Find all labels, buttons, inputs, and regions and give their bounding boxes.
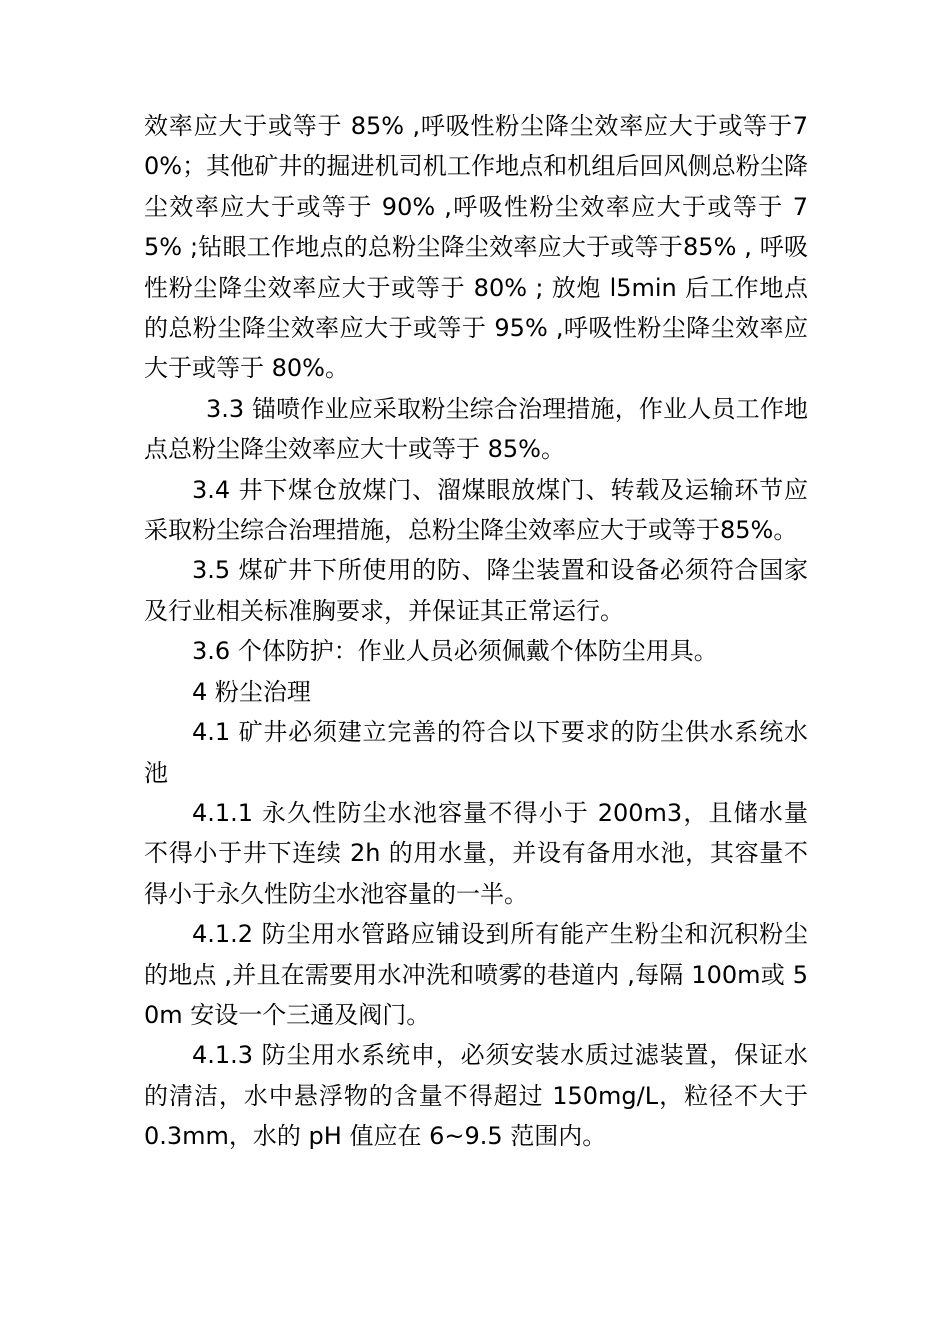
paragraph-4-1-2: 4.1.2 防尘用水管路应铺设到所有能产生粉尘和沉积粉尘的地点 ,并且在需要用水冲洗和喷雾的巷道内 ,每隔 100m或 50m 安设一个三通及阀门。 [144, 920, 808, 1029]
paragraph-3-4: 3.4 井下煤仓放煤门、溜煤眼放煤门、转载及运输环节应采取粉尘综合治理措施，总粉尘降尘效率应大于或等于85%。 [144, 475, 808, 545]
paragraph-4-1-3: 4.1.3 防尘用水系统申，必须安装水质过滤装置，保证水的清洁，水中悬浮物的含量不得超过 150mg/L，粒径不大于 0.3mm，水的 pH 值应在 6~9.5 范围内。 [144, 1041, 808, 1151]
paragraph-4-1-1: 4.1.1 永久性防尘水池容量不得小于 200m3，且储水量不得小于井下连续 2h 的用水量，并设有备用水池，其容量不得小于永久性防尘水池容量的一半。 [144, 798, 808, 908]
paragraph-4-1: 4.1 矿井必须建立完善的符合以下要求的防尘供水系统水池 [144, 718, 808, 787]
section-heading-4: 4 粉尘治理 [192, 677, 311, 706]
document-body [144, 106, 808, 1157]
paragraph-3-5: 3.5 煤矿井下所使用的防、降尘装置和设备必须符合国家及行业相关标准胸要求，并保证其正常运行。 [144, 556, 808, 625]
paragraph-3-6: 3.6 个体防护：作业人员必须佩戴个体防尘用具。 [192, 637, 718, 666]
paragraph-3-3: 3.3 锚喷作业应采取粉尘综合治理措施，作业人员工作地点总粉尘降尘效率应大十或等于 85%。 [144, 394, 808, 464]
paragraph-dust-efficiency-continued: 效率应大于或等于 85% ,呼吸性粉尘降尘效率应大于或等于70%；其他矿井的掘进机司机工作地点和机组后回风侧总粉尘降尘效率应大于或等于 90% ,呼吸性粉尘效率应大于或等于 75% ;钻眼工作地点的总粉尘降尘效率应大于或等于85% , 呼吸性粉尘降尘效率应大于或等于 80% ; 放炮 l5min 后工作地点的总粉尘降尘效率应大于或等于 95% ,呼吸性粉尘降尘效率应大于或等于 80%。 [144, 112, 808, 383]
